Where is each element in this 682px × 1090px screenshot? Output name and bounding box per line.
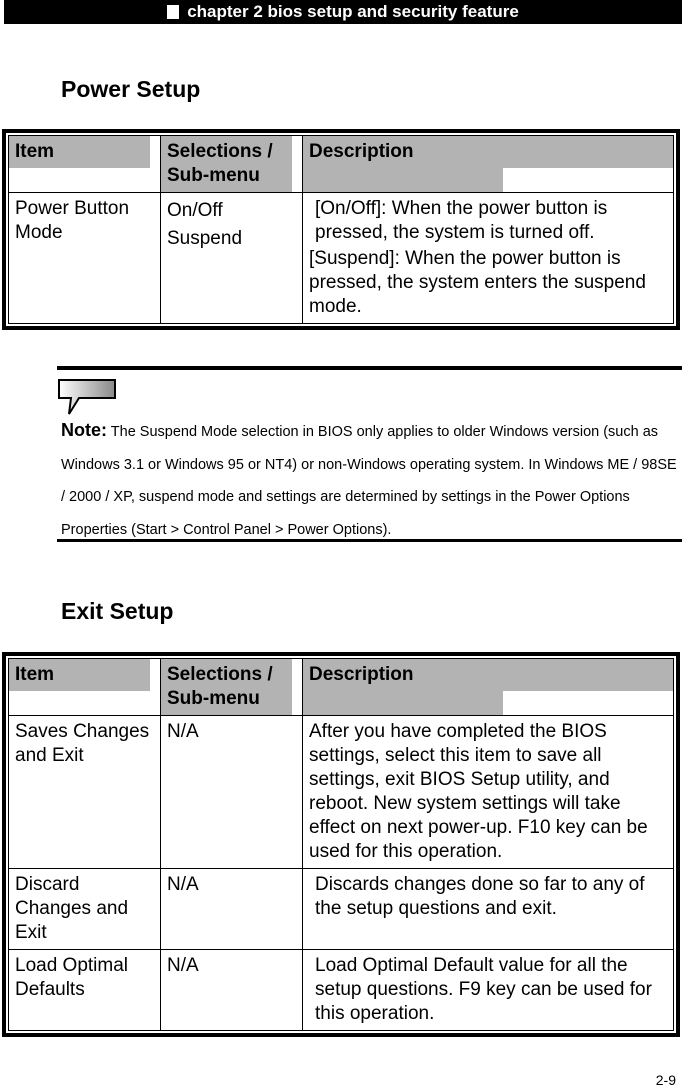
column-header-item: Item [9, 659, 161, 716]
cell-description: [On/Off]: When the power button is pressed, the system is turned off. [Suspend]: When the power button is pressed, the system enters the suspend mode. [303, 193, 674, 324]
cell-selections: N/A [161, 716, 303, 869]
cell-selections: N/A [161, 950, 303, 1031]
section-title-exit-setup: Exit Setup [61, 598, 174, 624]
cell-description: After you have completed the BIOS settings, select this item to save all settings, exit BIOS Setup utility, and reboot. New system settings will take effect on next power-up. F10 key can be used for this operation. [303, 716, 674, 869]
cell-item: Discard Changes and Exit [9, 869, 161, 950]
column-header-selections: Selections / Sub-menu [161, 136, 303, 193]
square-bullet-icon [167, 5, 179, 19]
note-block [57, 366, 682, 542]
cell-item: Saves Changes and Exit [9, 716, 161, 869]
table-row [9, 869, 674, 950]
table-row [9, 950, 674, 1031]
table-header-row [9, 659, 674, 716]
note-label: Note: [61, 420, 107, 440]
table-row [9, 716, 674, 869]
cell-description: Discards changes done so far to any of the setup questions and exit. [303, 869, 674, 950]
column-header-item: Item [9, 136, 161, 193]
chapter-header-bar [4, 0, 682, 24]
column-header-selections: Selections / Sub-menu [161, 659, 303, 716]
column-header-description: Description [303, 136, 674, 193]
table-header-row [9, 136, 674, 193]
page-number: 2-9 [655, 1072, 676, 1088]
cell-selections: N/A [161, 869, 303, 950]
cell-item: Power Button Mode [9, 193, 161, 324]
cell-description: Load Optimal Default value for all the setup questions. F9 key can be used for this operation. [303, 950, 674, 1031]
table-row [9, 193, 674, 324]
power-setup-table [2, 129, 680, 330]
note-text: Note: The Suspend Mode selection in BIOS only applies to older Windows version (such as Windows 3.1 or Windows 95 or NT4) or non-Windows operating system. In Windows ME / 98SE / 2000 / XP, suspend mode and settings are determined by settings in the Power Options Properties (Start > Control Panel > Power Options). [61, 420, 677, 538]
chapter-title: chapter 2 bios setup and security feature [187, 2, 519, 21]
cell-item: Load Optimal Defaults [9, 950, 161, 1031]
column-header-description: Description [303, 659, 674, 716]
exit-setup-table [2, 652, 680, 1037]
cell-selections: On/Off Suspend [161, 193, 303, 324]
section-title-power-setup: Power Setup [61, 76, 201, 102]
speech-bubble-icon [57, 378, 121, 418]
